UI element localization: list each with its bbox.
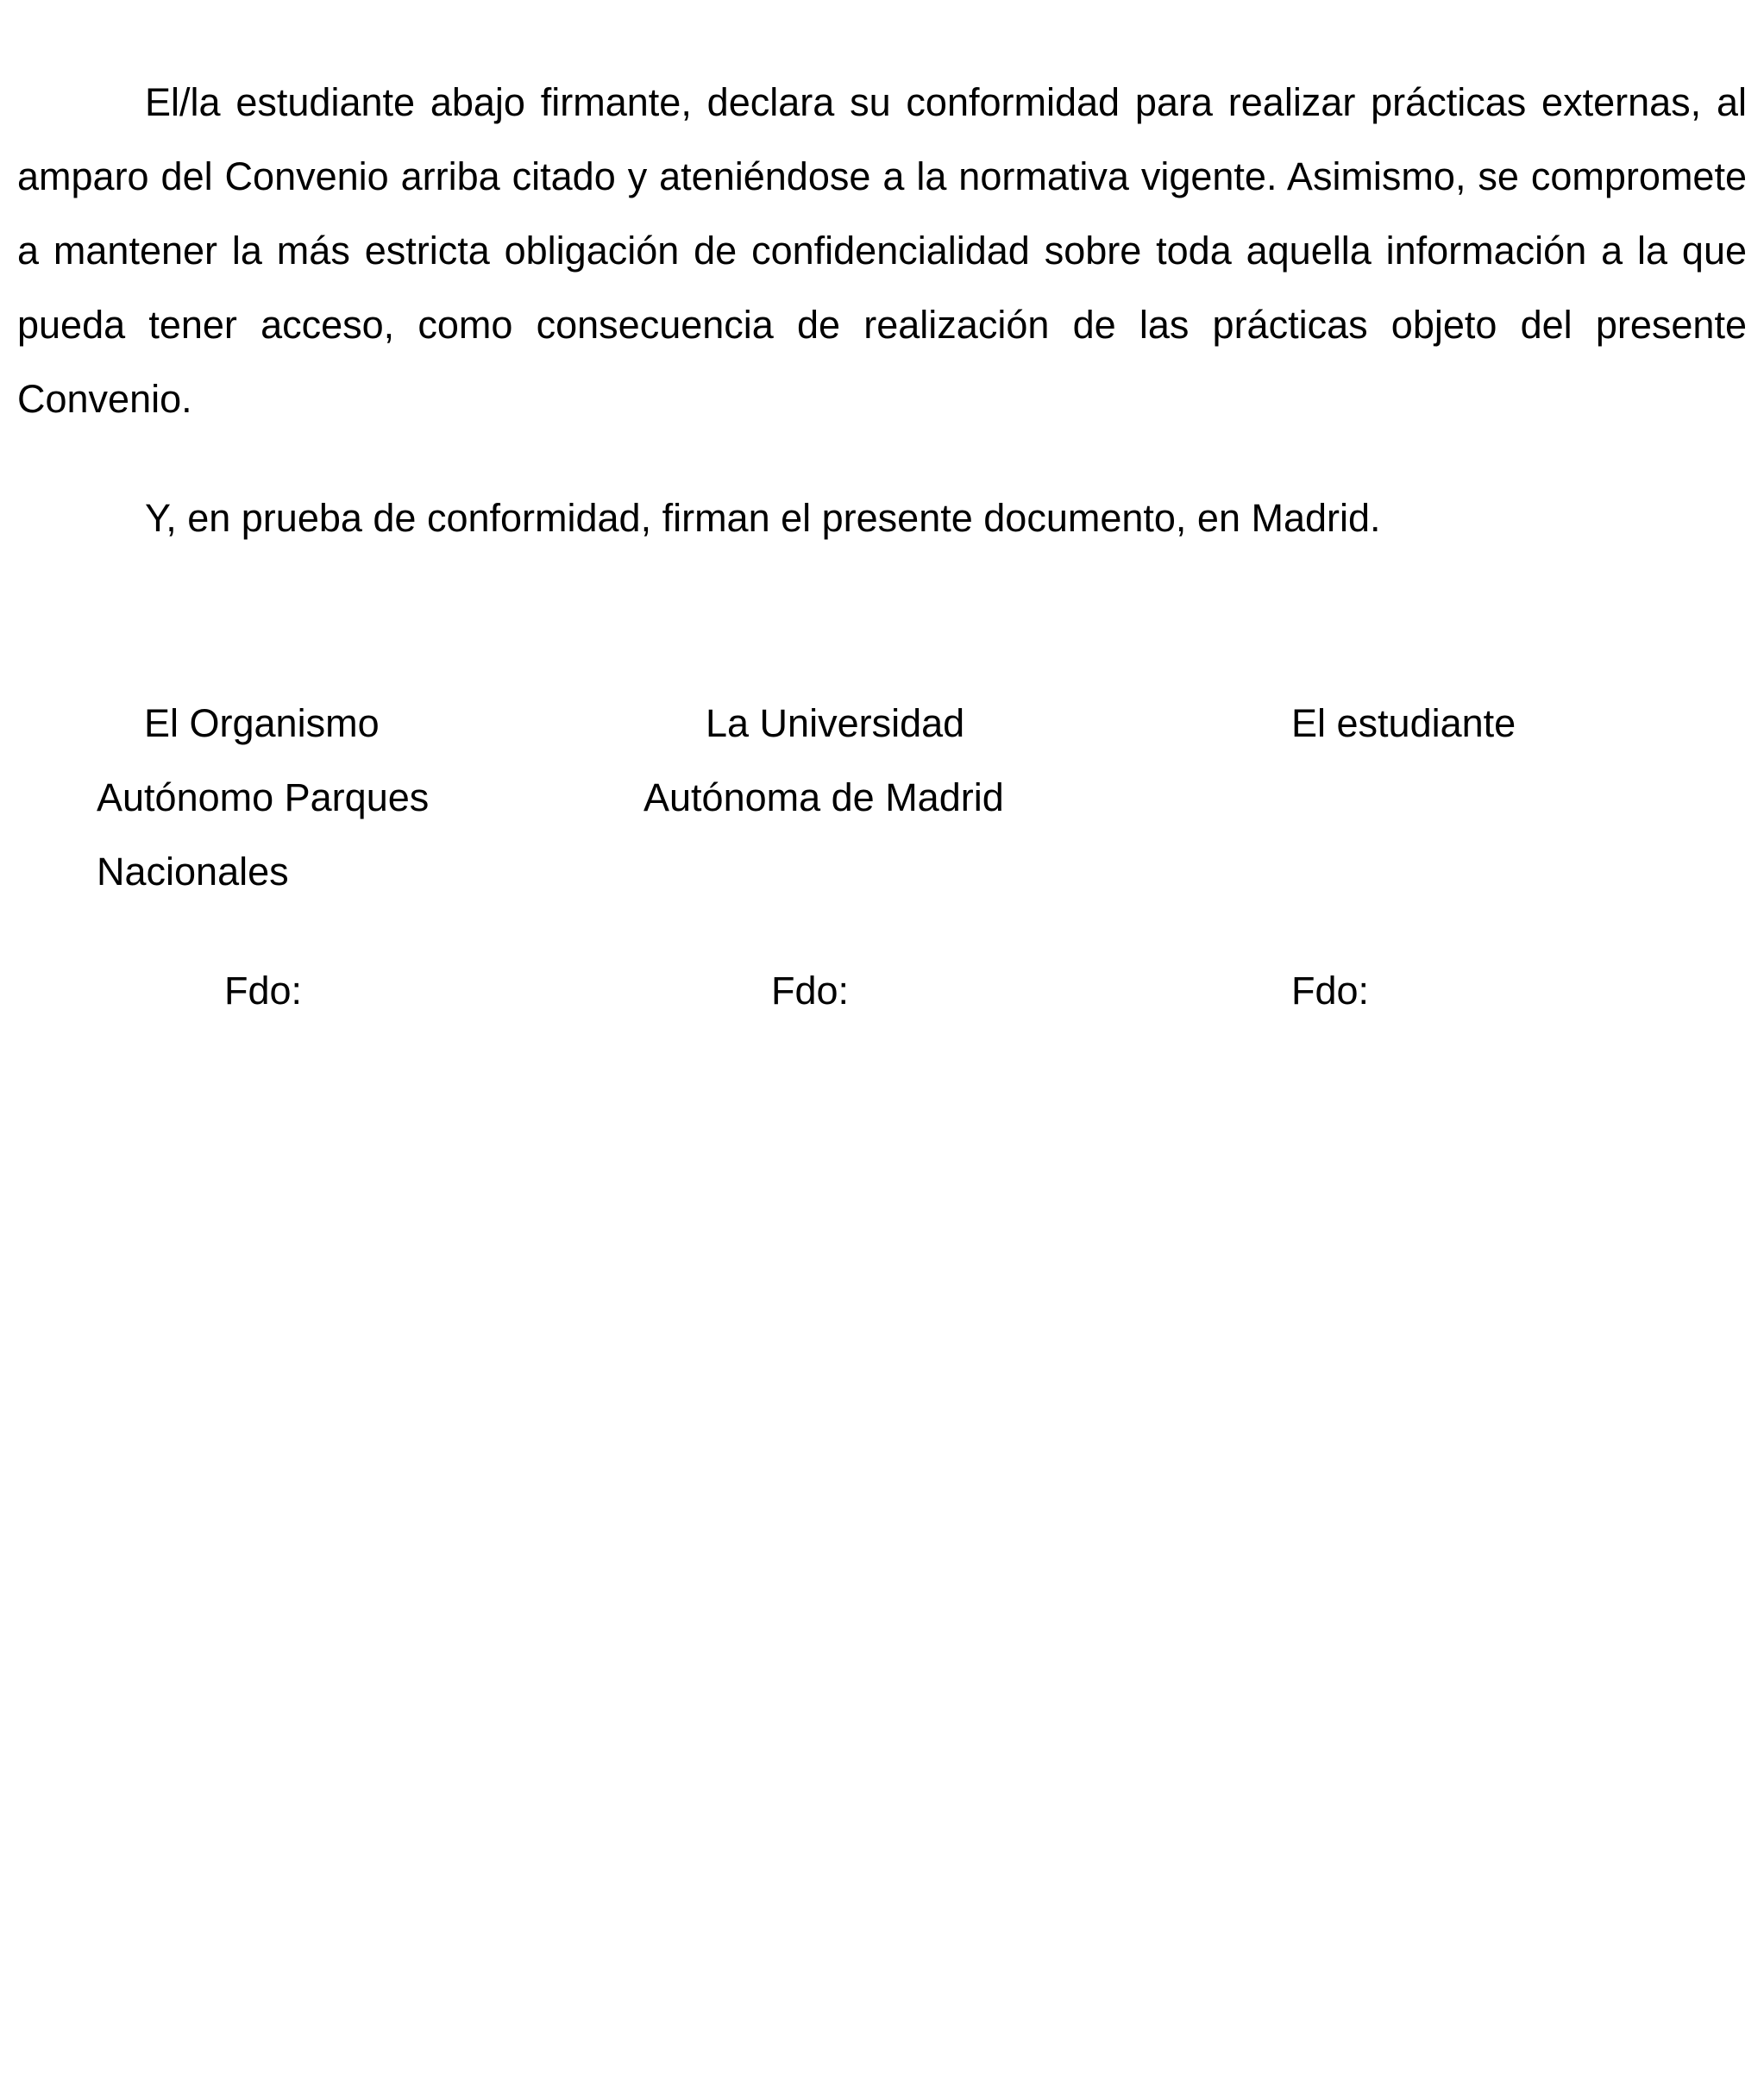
universidad-title-line-2: Autónoma de Madrid bbox=[643, 775, 1004, 819]
estudiante-title-line-1: El estudiante bbox=[1291, 701, 1516, 745]
universidad-title-line-1: La Universidad bbox=[706, 701, 965, 745]
organismo-title-line-2: Autónomo Parques bbox=[97, 775, 430, 819]
organismo-title-line-3: Nacionales bbox=[97, 850, 289, 894]
estudiante-fdo-label: Fdo: bbox=[1291, 969, 1370, 1013]
universidad-fdo-label: Fdo: bbox=[771, 969, 850, 1013]
organismo-title-line-1: El Organismo bbox=[144, 701, 380, 745]
organismo-fdo-label: Fdo: bbox=[224, 969, 303, 1013]
signing-statement-paragraph: Y, en prueba de conformidad, firman el presente documento, en Madrid. bbox=[145, 496, 1381, 540]
conformity-paragraph: El/la estudiante abajo firmante, declara su conformidad para realizar prácticas externas, al amparo del Convenio arriba citado y ateniéndose a la normativa vigente. Asimismo, se compromete a mantener la más estricta obligación de confidencialidad sobre toda aquella información a la que pueda tener acceso, como consecuencia de realización de las prácticas objeto del presente Convenio. bbox=[17, 80, 1747, 421]
